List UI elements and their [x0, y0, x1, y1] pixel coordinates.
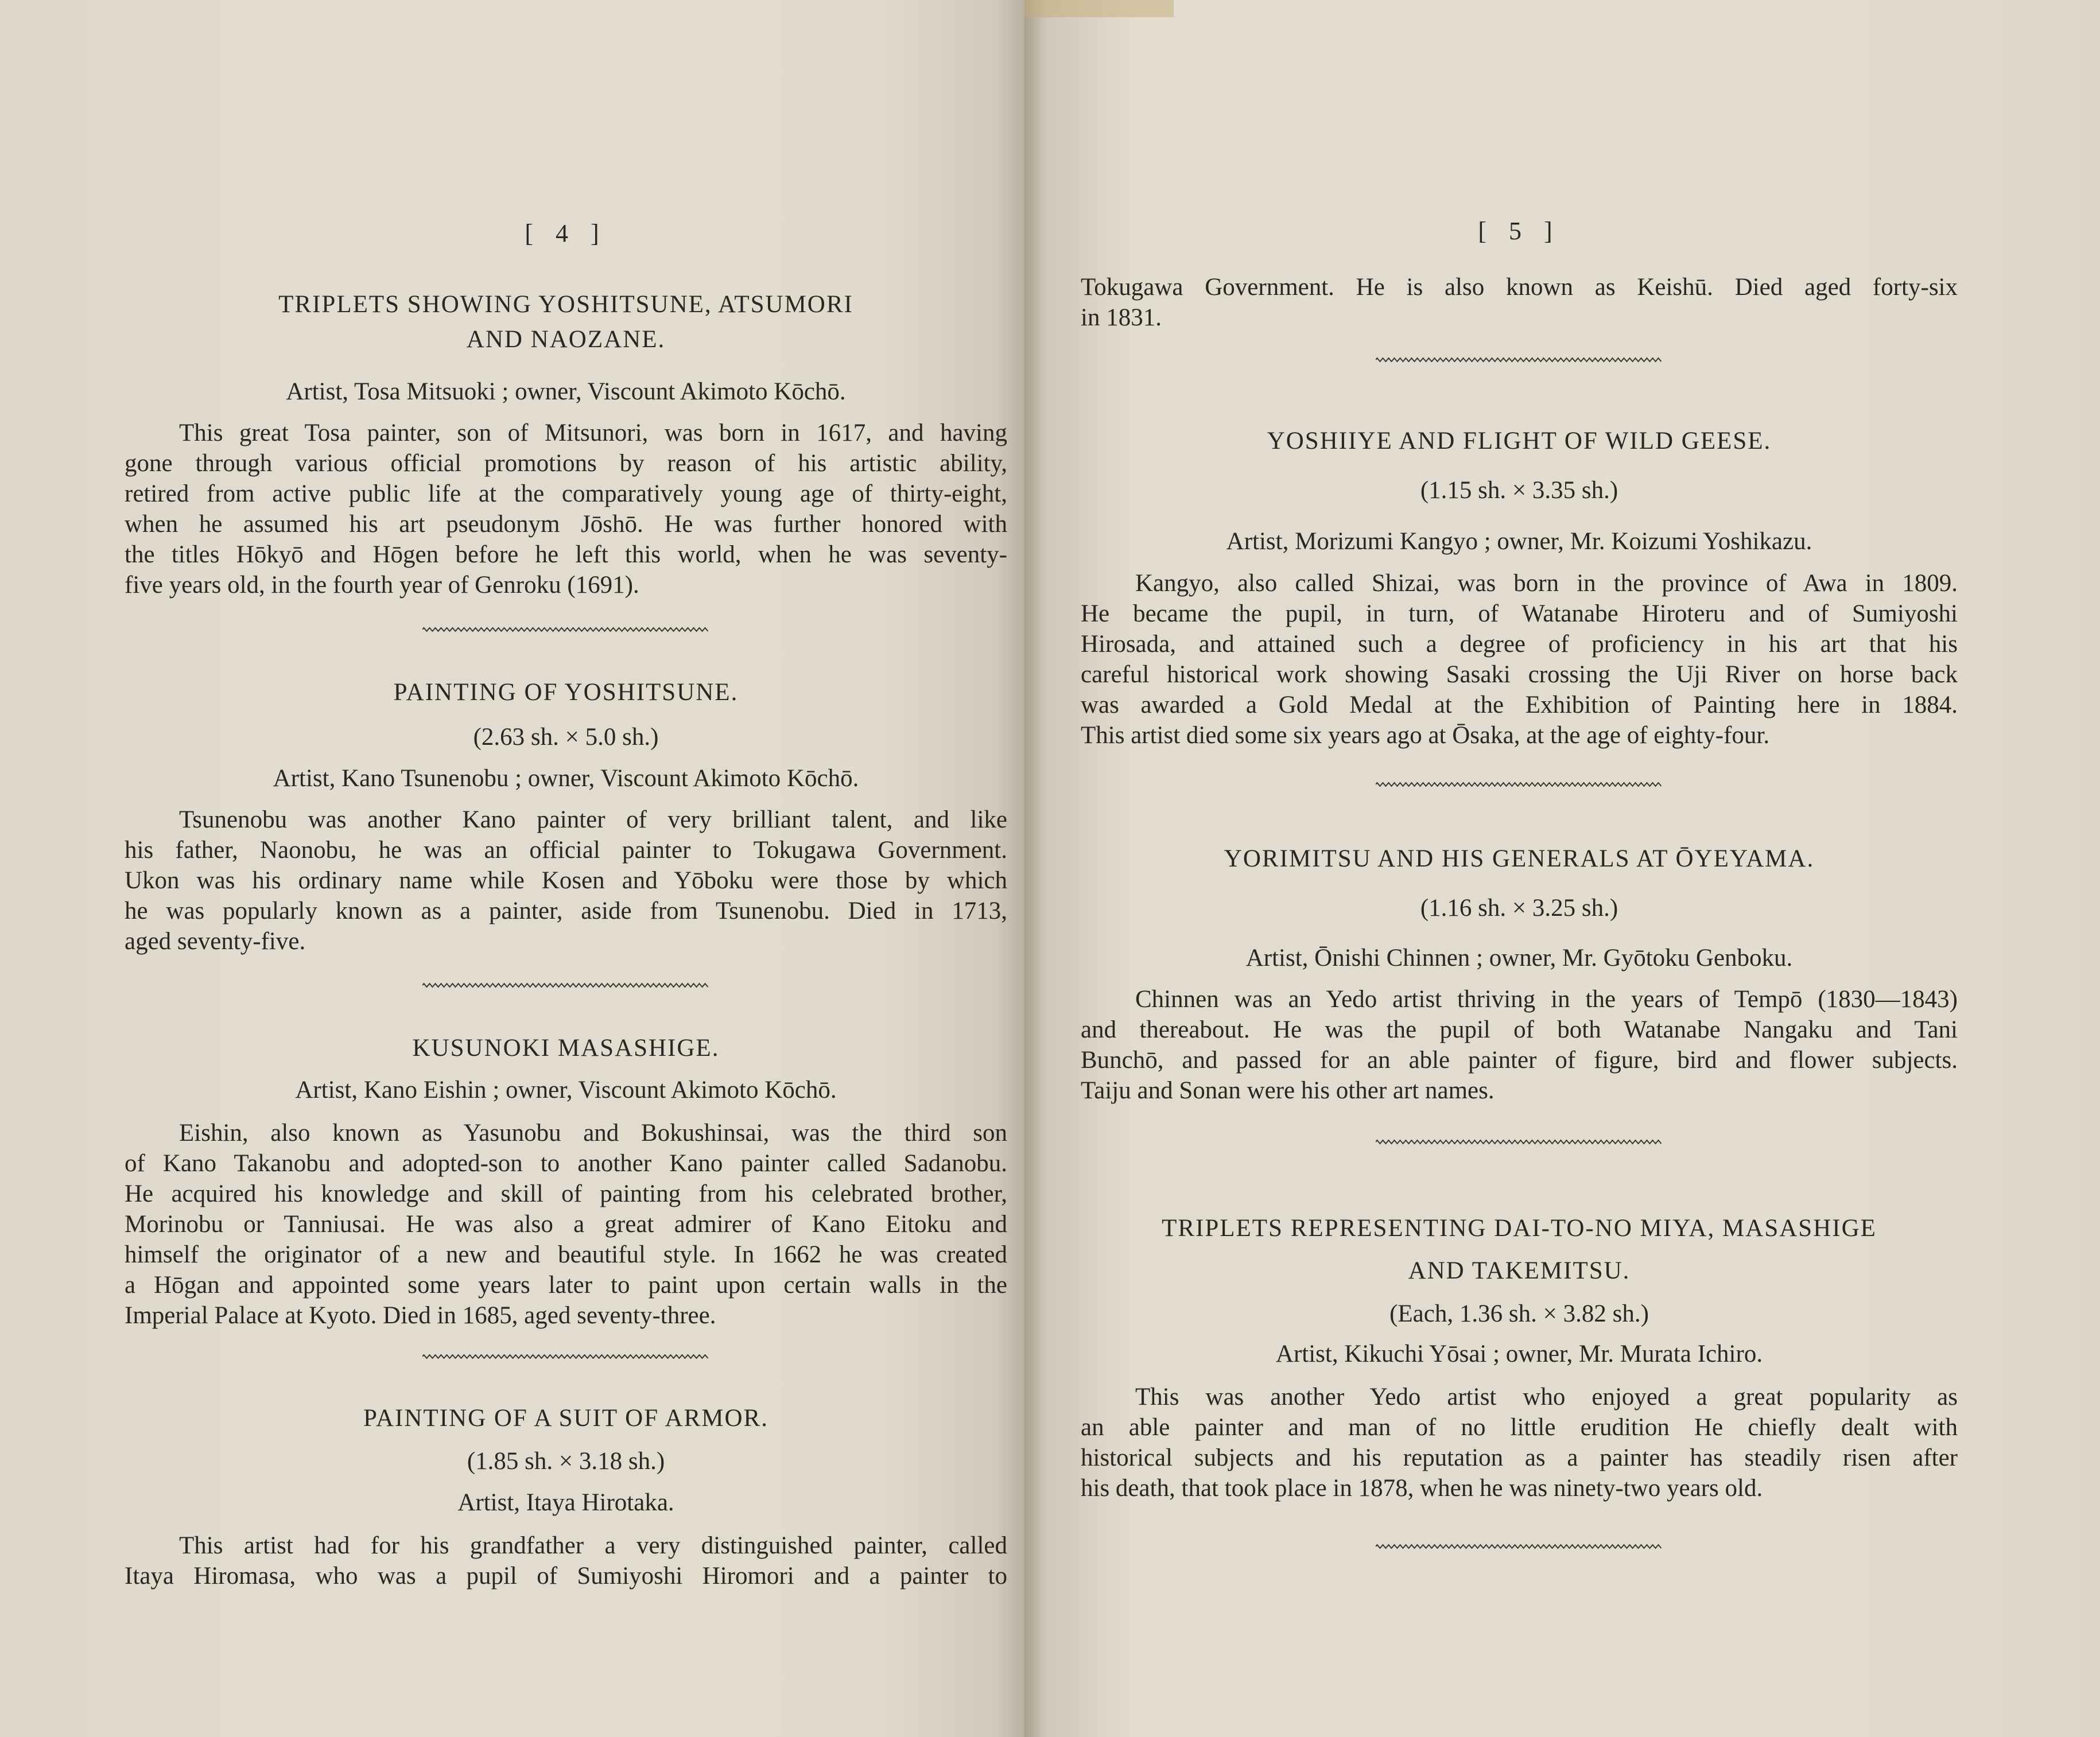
entry-title: YORIMITSU AND HIS GENERALS AT ŌYEYAMA.	[1224, 845, 1815, 872]
paragraph-line: aged seventy-five.	[125, 928, 306, 955]
entry-title: KUSUNOKI MASASHIGE.	[412, 1035, 720, 1062]
paragraph	[125, 1530, 1007, 1591]
entry-artist-owner: Artist, Itaya Hirotaka.	[457, 1489, 674, 1516]
page-number: [ 5 ]	[1478, 217, 1561, 245]
paragraph-line: Chinnen was an Yedo artist thriving in the years of Tempō (1830—1843)	[1135, 986, 1958, 1013]
entry-title: AND TAKEMITSU.	[1408, 1257, 1631, 1284]
paragraph-line: Tokugawa Government. He is also known as Keishū. Died aged forty-six	[1081, 274, 1958, 301]
left-page	[0, 0, 1024, 1737]
paragraph-line: five years old, in the fourth year of Genroku (1691).	[125, 572, 639, 599]
paragraph-line: He became the pupil, in turn, of Watanabe Hiroteru and of Sumiyoshi	[1081, 600, 1958, 627]
paragraph-line: historical subjects and his reputation as a painter has steadily risen after	[1081, 1444, 1958, 1471]
paragraph-line: Itaya Hiromasa, who was a pupil of Sumiyoshi Hiromori and a painter to	[125, 1563, 1007, 1590]
paragraph	[1081, 568, 1958, 751]
paragraph	[125, 805, 1007, 957]
entry-title: AND NAOZANE.	[466, 326, 666, 353]
paragraph-line: He acquired his knowledge and skill of painting from his celebrated brother,	[125, 1180, 1007, 1207]
paragraph-line: Ukon was his ordinary name while Kosen and Yōboku were those by which	[125, 867, 1007, 894]
entry-artist-owner: Artist, Ōnishi Chinnen ; owner, Mr. Gyōtoku Genboku.	[1245, 945, 1793, 972]
entry-title: PAINTING OF A SUIT OF ARMOR.	[363, 1405, 768, 1432]
paragraph-line: Bunchō, and passed for an able painter of figure, bird and flower subjects.	[1081, 1047, 1958, 1074]
paragraph-line: Tsunenobu was another Kano painter of very brilliant talent, and like	[179, 806, 1007, 833]
entry-dimensions: (Each, 1.36 sh. × 3.82 sh.)	[1389, 1300, 1649, 1327]
entry-dimensions: (1.85 sh. × 3.18 sh.)	[467, 1448, 665, 1475]
page-number: [ 4 ]	[525, 219, 607, 247]
paragraph-line: he was popularly known as a painter, aside from Tsunenobu. Died in 1713,	[125, 897, 1007, 924]
paragraph-line: a Hōgan and appointed some years later to paint upon certain walls in the	[125, 1272, 1007, 1299]
right-page	[1024, 0, 2100, 1737]
wavy-divider	[1376, 356, 1663, 364]
entry-artist-owner: Artist, Morizumi Kangyo ; owner, Mr. Koizumi Yoshikazu.	[1226, 528, 1812, 555]
paragraph-line: an able painter and man of no little erudition He chiefly dealt with	[1081, 1414, 1958, 1441]
paragraph	[125, 1118, 1007, 1331]
paragraph-line: when he assumed his art pseudonym Jōshō. He was further honored with	[125, 511, 1007, 538]
entry-artist-owner: Artist, Kano Tsunenobu ; owner, Viscount Akimoto Kōchō.	[273, 765, 859, 792]
entry-title: PAINTING OF YOSHITSUNE.	[393, 679, 739, 706]
paragraph	[1081, 1382, 1958, 1503]
paragraph-line: Kangyo, also called Shizai, was born in the province of Awa in 1809.	[1135, 570, 1958, 597]
paragraph-line: Hirosada, and attained such a degree of proficiency in his art that his	[1081, 631, 1958, 658]
paragraph-line: careful historical work showing Sasaki crossing the Uji River on horse back	[1081, 661, 1958, 688]
paragraph-line: This great Tosa painter, son of Mitsunori, was born in 1617, and having	[179, 419, 1007, 446]
wavy-divider	[422, 1353, 709, 1361]
wavy-divider	[1376, 1138, 1663, 1146]
paragraph-line: was awarded a Gold Medal at the Exhibition of Painting here in 1884.	[1081, 691, 1958, 718]
paragraph-line: Taiju and Sonan were his other art names.	[1081, 1077, 1495, 1104]
paragraph-line: gone through various official promotions by reason of his artistic ability,	[125, 450, 1007, 477]
entry-artist-owner: Artist, Kano Eishin ; owner, Viscount Akimoto Kōchō.	[295, 1077, 837, 1103]
entry-dimensions: (1.16 sh. × 3.25 sh.)	[1420, 895, 1618, 922]
paragraph-line: his father, Naonobu, he was an official painter to Tokugawa Government.	[125, 837, 1007, 864]
entry-dimensions: (2.63 sh. × 5.0 sh.)	[473, 724, 659, 751]
entry-title: TRIPLETS SHOWING YOSHITSUNE, ATSUMORI	[278, 291, 853, 318]
paragraph	[1081, 984, 1958, 1106]
paragraph-line: the titles Hōkyō and Hōgen before he left this world, when he was seventy-	[125, 541, 1007, 568]
entry-dimensions: (1.15 sh. × 3.35 sh.)	[1420, 477, 1618, 504]
paragraph-line: himself the originator of a new and beautiful style. In 1662 he was created	[125, 1241, 1007, 1268]
wavy-divider	[422, 981, 709, 989]
paragraph-line: This was another Yedo artist who enjoyed a great popularity as	[1135, 1384, 1958, 1410]
paragraph-line: Morinobu or Tanniusai. He was also a great admirer of Kano Eitoku and	[125, 1211, 1007, 1238]
paragraph-line: Eishin, also known as Yasunobu and Bokushinsai, was the third son	[179, 1120, 1007, 1147]
paragraph-line: and thereabout. He was the pupil of both Watanabe Nangaku and Tani	[1081, 1016, 1958, 1043]
entry-artist-owner: Artist, Kikuchi Yōsai ; owner, Mr. Murata Ichiro.	[1275, 1340, 1763, 1367]
wavy-divider	[1376, 780, 1663, 788]
wavy-divider	[1376, 1542, 1663, 1551]
entry-title: TRIPLETS REPRESENTING DAI-TO-NO MIYA, MASASHIGE	[1162, 1215, 1877, 1242]
paragraph	[1081, 272, 1958, 333]
paragraph-line: in 1831.	[1081, 304, 1162, 331]
paragraph-line: of Kano Takanobu and adopted-son to another Kano painter called Sadanobu.	[125, 1150, 1007, 1177]
paragraph-line: Imperial Palace at Kyoto. Died in 1685, aged seventy-three.	[125, 1302, 716, 1329]
paragraph	[125, 418, 1007, 600]
paragraph-line: his death, that took place in 1878, when he was ninety-two years old.	[1081, 1475, 1763, 1502]
paragraph-line: This artist died some six years ago at Ōsaka, at the age of eighty-four.	[1081, 722, 1770, 749]
paragraph-line: retired from active public life at the comparatively young age of thirty-eight,	[125, 480, 1007, 507]
wavy-divider	[422, 625, 709, 634]
entry-title: YOSHIIYE AND FLIGHT OF WILD GEESE.	[1267, 428, 1772, 454]
entry-artist-owner: Artist, Tosa Mitsuoki ; owner, Viscount Akimoto Kōchō.	[286, 378, 846, 405]
paragraph-line: This artist had for his grandfather a very distinguished painter, called	[179, 1532, 1007, 1559]
